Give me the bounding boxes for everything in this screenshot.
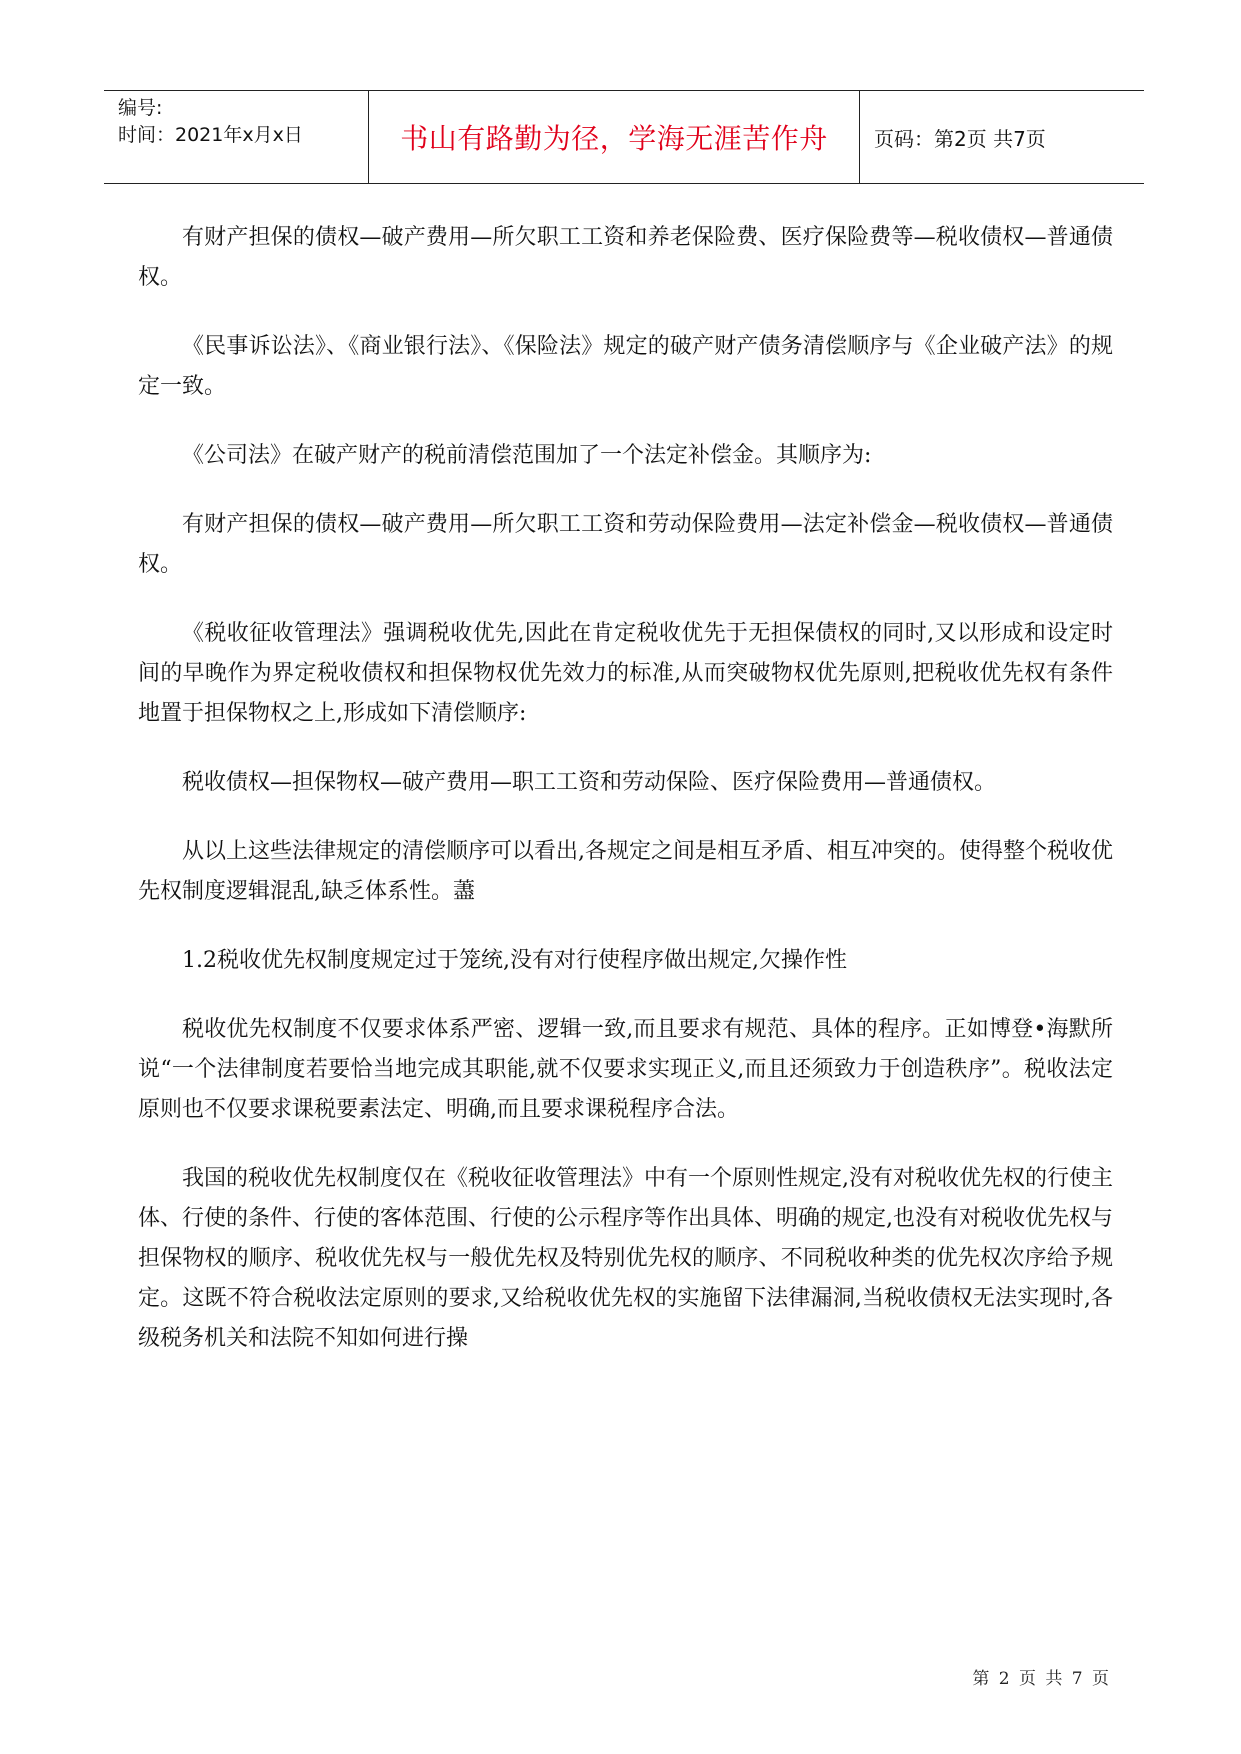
paragraph: 税收优先权制度不仅要求体系严密、逻辑一致,而且要求有规范、具体的程序。正如博登•海默所说“一个法律制度若要恰当地完成其职能,就不仅要求实现正义,而且还须致力于创造秩序”。税收法定原则也不仅要求课税要素法定、明确,而且要求课税程序合法。 [138,1017,1113,1122]
paragraph: 《民事诉讼法》、《商业银行法》、《保险法》规定的破产财产债务清偿顺序与《企业破产法》的规定一致。 [138,334,1113,399]
paragraph: 税收债权—担保物权—破产费用—职工工资和劳动保险、医疗保险费用—普通债权。 [182,770,997,795]
header-motto: 书山有路勤为径，学海无涯苦作舟 [369,91,860,183]
header-page-label: 页码：第2页 共7页 [874,126,1046,151]
document-number-label: 编号: [118,97,163,119]
page-header [104,90,1144,184]
page-footer: 第 2 页 共 7 页 [972,1669,1111,1689]
section-heading: 1.2税收优先权制度规定过于笼统,没有对行使程序做出规定,欠操作性 [182,948,847,973]
paragraph: 我国的税收优先权制度仅在《税收征收管理法》中有一个原则性规定,没有对税收优先权的行使主体、行使的条件、行使的客体范围、行使的公示程序等作出具体、明确的规定,也没有对税收优先权与担保物权的顺序、税收优先权与一般优先权及特别优先权的顺序、不同税收种类的优先权次序给予规定。这既不符合税收法定原则的要求,又给税收优先权的实施留下法律漏洞,当税收债权无法实现时,各级税务机关和法院不知如何进行操 [138,1166,1113,1351]
paragraph: 从以上这些法律规定的清偿顺序可以看出,各规定之间是相互矛盾、相互冲突的。使得整个税收优先权制度逻辑混乱,缺乏体系性。藎 [138,839,1113,904]
header-meta [104,91,369,183]
document-body [138,218,1113,1388]
paragraph: 《公司法》在破产财产的税前清偿范围加了一个法定补偿金。其顺序为: [182,443,872,468]
paragraph: 《税收征收管理法》强调税收优先,因此在肯定税收优先于无担保债权的同时,又以形成和设定时间的早晚作为界定税收债权和担保物权优先效力的标准,从而突破物权优先原则,把税收优先权有条件地置于担保物权之上,形成如下清偿顺序: [138,621,1113,726]
document-time-label: 时间：2021年x月x日 [118,124,303,146]
paragraph: 有财产担保的债权—破产费用—所欠职工工资和劳动保险费用—法定补偿金—税收债权—普通债权。 [138,512,1113,577]
paragraph: 有财产担保的债权—破产费用—所欠职工工资和养老保险费、医疗保险费等—税收债权—普通债权。 [138,225,1113,290]
